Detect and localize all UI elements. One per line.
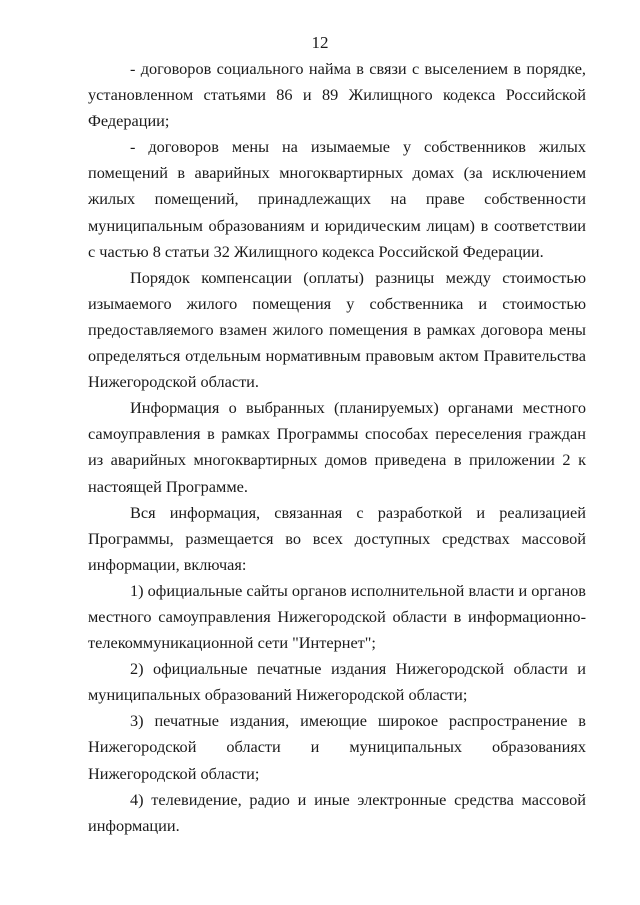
list-item-print-editions: 2) официальные печатные издания Нижегородской области и муниципальных образований Нижегородской области;: [88, 659, 586, 705]
paragraph-compensation-order: Порядок компенсации (оплаты) разницы между стоимостью изымаемого жилого помещения у собственника и стоимостью предоставляемого взамен жилого помещения в рамках договора мены определяться отдельным нормативным правовым актом Правительства Нижегородской области.: [88, 267, 586, 392]
paragraph-social-tenancy: - договоров социального найма в связи с выселением в порядке, установленном статьями 86 и 89 Жилищного кодекса Российской Федерации;: [88, 59, 586, 131]
paragraph-exchange-contracts: - договоров мены на изымаемые у собственников жилых помещений в аварийных многоквартирных домах (за исключением жилых помещений, принадлежащих на праве собственности муниципальным образованиям и юридическим лицам) в соответствии с частью 8 статьи 32 Жилищного кодекса Российской Федерации.: [88, 137, 586, 261]
list-item-official-sites: 1) официальные сайты органов исполнительной власти и органов местного самоуправления Нижегородской области в информационно-телекоммуникационной сети "Интернет";: [88, 580, 586, 653]
document-body: [88, 56, 586, 839]
list-item-press: 3) печатные издания, имеющие широкое распространение в Нижегородской области и муниципальных образованиях Нижегородской области;: [88, 711, 586, 783]
paragraph-resettlement-info: Информация о выбранных (планируемых) органами местного самоуправления в рамках Программы способах переселения граждан из аварийных многоквартирных домов приведена в приложении 2 к настоящей Программе.: [88, 398, 586, 496]
paragraph-media-intro: Вся информация, связанная с разработкой и реализацией Программы, размещается во всех доступных средствах массовой информации, включая:: [88, 502, 586, 574]
list-item-tv-radio: 4) телевидение, радио и иные электронные средства массовой информации.: [88, 789, 586, 835]
page-number: 12: [311, 33, 329, 52]
